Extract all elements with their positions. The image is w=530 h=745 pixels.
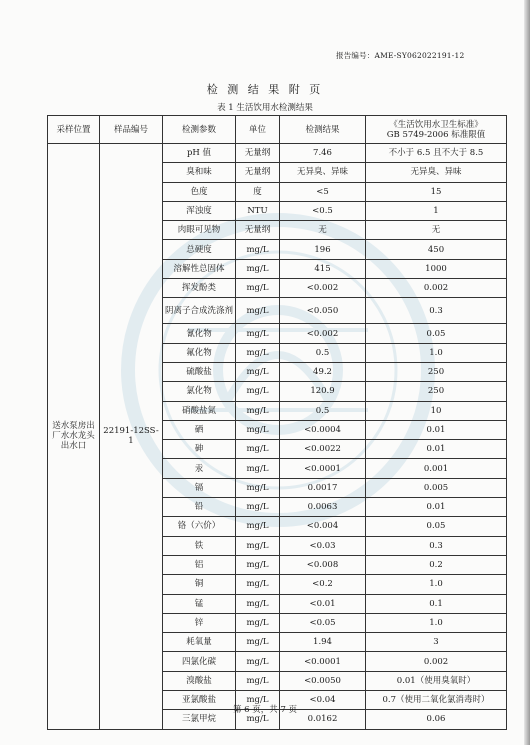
header-row: [48, 116, 507, 144]
parameter-cell: 阴离子合成洗涤剂: [163, 298, 236, 324]
unit-cell: mg/L: [236, 440, 280, 459]
result-cell: 120.9: [280, 382, 366, 401]
result-cell: 无异臭、异味: [280, 163, 366, 182]
result-cell: <0.0022: [280, 440, 366, 459]
parameter-cell: 色度: [163, 182, 236, 201]
parameter-cell: 溶解性总固体: [163, 259, 236, 278]
limit-cell: 10: [366, 401, 507, 420]
limit-cell: 0.002: [366, 652, 507, 671]
limit-cell: 1.0: [366, 343, 507, 362]
col-unit-header: 单位: [236, 116, 280, 144]
limit-cell: 450: [366, 240, 507, 259]
col-location-header: 采样位置: [48, 116, 100, 144]
unit-cell: mg/L: [236, 362, 280, 381]
limit-cell: 0.2: [366, 555, 507, 574]
unit-cell: mg/L: [236, 259, 280, 278]
limit-cell: 3: [366, 633, 507, 652]
sampling-location-cell: 送水泵房出厂水水龙头出水口: [48, 144, 100, 730]
limit-cell: 0.01: [366, 498, 507, 517]
result-cell: <0.0050: [280, 671, 366, 690]
unit-cell: mg/L: [236, 498, 280, 517]
unit-cell: mg/L: [236, 555, 280, 574]
parameter-cell: 锌: [163, 613, 236, 632]
limit-cell: 15: [366, 182, 507, 201]
parameter-cell: 三氯甲烷: [163, 710, 236, 729]
limit-cell: 1.0: [366, 613, 507, 632]
result-cell: <0.004: [280, 517, 366, 536]
parameter-cell: 砷: [163, 440, 236, 459]
result-cell: 无: [280, 221, 366, 240]
results-table: [47, 115, 507, 730]
parameter-cell: 氯化物: [163, 382, 236, 401]
limit-cell: 250: [366, 382, 507, 401]
result-cell: <0.01: [280, 594, 366, 613]
unit-cell: mg/L: [236, 575, 280, 594]
limit-cell: 0.06: [366, 710, 507, 729]
result-cell: 0.5: [280, 401, 366, 420]
parameter-cell: 浑浊度: [163, 201, 236, 220]
unit-cell: mg/L: [236, 691, 280, 710]
result-cell: <0.03: [280, 536, 366, 555]
result-cell: <0.050: [280, 298, 366, 324]
limit-cell: 0.002: [366, 279, 507, 298]
limit-cell: 0.01: [366, 440, 507, 459]
limit-header-line2: GB 5749-2006 标准限值: [386, 129, 486, 140]
parameter-cell: 硝酸盐氮: [163, 401, 236, 420]
document-title: 检 测 结 果 附 页: [206, 83, 324, 96]
result-cell: <0.2: [280, 575, 366, 594]
unit-cell: mg/L: [236, 382, 280, 401]
limit-cell: 无异臭、异味: [366, 163, 507, 182]
unit-cell: mg/L: [236, 343, 280, 362]
limit-cell: 不小于 6.5 且不大于 8.5: [366, 144, 507, 163]
unit-cell: 无量纲: [236, 163, 280, 182]
limit-cell: 250: [366, 362, 507, 381]
unit-cell: NTU: [236, 201, 280, 220]
limit-cell: 1000: [366, 259, 507, 278]
parameter-cell: 臭和味: [163, 163, 236, 182]
unit-cell: 度: [236, 182, 280, 201]
unit-cell: mg/L: [236, 240, 280, 259]
result-cell: <0.002: [280, 324, 366, 343]
result-cell: <0.002: [280, 279, 366, 298]
result-cell: 7.46: [280, 144, 366, 163]
parameter-cell: 硫酸盐: [163, 362, 236, 381]
parameter-cell: pH 值: [163, 144, 236, 163]
limit-cell: 1.0: [366, 575, 507, 594]
result-cell: <5: [280, 182, 366, 201]
limit-cell: 0.1: [366, 594, 507, 613]
unit-cell: 无量纲: [236, 144, 280, 163]
unit-cell: mg/L: [236, 633, 280, 652]
result-cell: <0.04: [280, 691, 366, 710]
parameter-cell: 铬（六价）: [163, 517, 236, 536]
result-cell: 0.5: [280, 343, 366, 362]
unit-cell: mg/L: [236, 594, 280, 613]
unit-cell: mg/L: [236, 324, 280, 343]
parameter-cell: 硒: [163, 420, 236, 439]
parameter-cell: 铅: [163, 498, 236, 517]
unit-cell: 无量纲: [236, 221, 280, 240]
unit-cell: mg/L: [236, 459, 280, 478]
col-parameter-header: 检测参数: [163, 116, 236, 144]
parameter-cell: 亚氯酸盐: [163, 691, 236, 710]
unit-cell: mg/L: [236, 420, 280, 439]
unit-cell: mg/L: [236, 279, 280, 298]
limit-cell: 0.01: [366, 420, 507, 439]
result-cell: 0.0017: [280, 478, 366, 497]
result-cell: 0.0063: [280, 498, 366, 517]
parameter-cell: 镉: [163, 478, 236, 497]
limit-cell: 0.001: [366, 459, 507, 478]
unit-cell: mg/L: [236, 710, 280, 729]
parameter-cell: 肉眼可见物: [163, 221, 236, 240]
result-cell: <0.008: [280, 555, 366, 574]
parameter-cell: 汞: [163, 459, 236, 478]
page-indicator: 第 6 页，共 7 页: [232, 705, 298, 715]
result-cell: <0.0004: [280, 420, 366, 439]
parameter-cell: 铜: [163, 575, 236, 594]
unit-cell: mg/L: [236, 536, 280, 555]
parameter-cell: 氟化物: [163, 343, 236, 362]
limit-cell: 0.005: [366, 478, 507, 497]
col-limit-header: [366, 116, 507, 144]
result-cell: <0.0001: [280, 459, 366, 478]
table-row: [48, 144, 507, 163]
parameter-cell: 溴酸盐: [163, 671, 236, 690]
parameter-cell: 铝: [163, 555, 236, 574]
parameter-cell: 挥发酚类: [163, 279, 236, 298]
limit-cell: 无: [366, 221, 507, 240]
result-cell: 49.2: [280, 362, 366, 381]
unit-cell: mg/L: [236, 298, 280, 324]
unit-cell: mg/L: [236, 652, 280, 671]
col-result-header: 检测结果: [280, 116, 366, 144]
limit-cell: 0.3: [366, 536, 507, 555]
parameter-cell: 铁: [163, 536, 236, 555]
limit-cell: 0.05: [366, 324, 507, 343]
parameter-cell: 四氯化碳: [163, 652, 236, 671]
limit-cell: 0.7（使用二氧化氯消毒时）: [366, 691, 507, 710]
parameter-cell: 总硬度: [163, 240, 236, 259]
parameter-cell: 锰: [163, 594, 236, 613]
limit-header-line1: 《生活饮用水卫生标准》: [389, 119, 483, 130]
unit-cell: mg/L: [236, 671, 280, 690]
limit-cell: 0.3: [366, 298, 507, 324]
table-caption: 表 1 生活饮用水检测结果: [217, 103, 313, 113]
result-cell: <0.0001: [280, 652, 366, 671]
parameter-cell: 氰化物: [163, 324, 236, 343]
result-cell: 196: [280, 240, 366, 259]
limit-cell: 1: [366, 201, 507, 220]
parameter-cell: 耗氧量: [163, 633, 236, 652]
col-sample-id-header: 样品编号: [100, 116, 163, 144]
result-cell: 0.0162: [280, 710, 366, 729]
result-cell: <0.05: [280, 613, 366, 632]
limit-cell: 0.05: [366, 517, 507, 536]
unit-cell: mg/L: [236, 517, 280, 536]
result-cell: 1.94: [280, 633, 366, 652]
limit-cell: 0.01（使用臭氧时）: [366, 671, 507, 690]
result-cell: <0.5: [280, 201, 366, 220]
sample-id-cell: 22191-12SS-1: [100, 144, 163, 730]
unit-cell: mg/L: [236, 613, 280, 632]
report-number: 报告编号：AME-SY062022191-12: [336, 51, 465, 60]
unit-cell: mg/L: [236, 401, 280, 420]
unit-cell: mg/L: [236, 478, 280, 497]
result-cell: 415: [280, 259, 366, 278]
